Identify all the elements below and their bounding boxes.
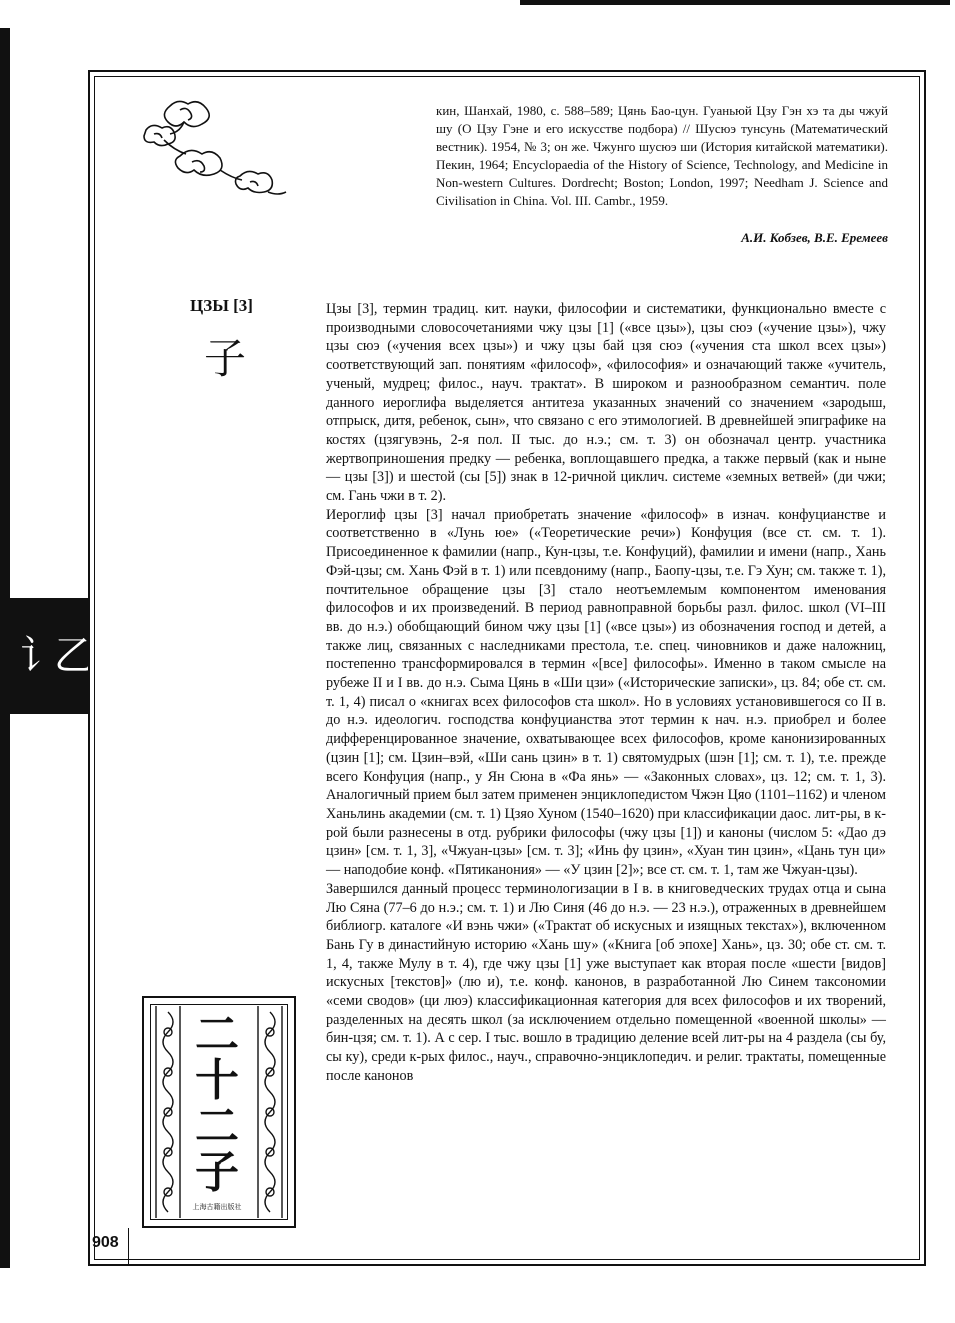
entry-paragraph-3: Завершился данный процесс терминологизации в I в. в книговедческих трудах отца и сына Лю Сяна (77–6 до н.э.; см. т. 1) и Лю Синя (46 до н.э. — 23 н.э.), отраженных в древнейшем библиогр. каталоге «И вэнь чжи» («Трактат об искусных и изящных текстах»), включенном Бань Гу в династийную историю «Хань шу» («Книга [об эпохе] Хань», цз. 30; обе ст. см. т. 1, 4, также Мулу в т. 4), где чжу цзы [1] уже выступает как вторая после «шести [видов] искусных [текстов]» (лю и), т.е. конф. канонов, в разработанной Лю Синем таксономии «семи сводов» (ци люэ) классификационная категория для всех философов и их творений, разделенных на десять школ (за исключением отдельно помещенной «военной школы» — бин-цзя; см. т. 1). А с сер. I тыс. вошло в традицию деление всей лит-ры на 4 раздела (сы бу, сы ку), среди к-рых филос., науч., справочно-энциклопедич. и религ. трактаты, помещенные после канонов	[326, 880, 886, 1084]
right-floral-border-icon	[256, 1006, 284, 1218]
entry-headword: ЦЗЫ [3]	[190, 296, 253, 315]
left-floral-border-icon	[154, 1006, 182, 1218]
entry-authors: А.И. Кобзев, В.Е. Еремеев	[741, 230, 888, 245]
entry-paragraph-2: Иероглиф цзы [3] начал приобретать значение «философ» в изнач. конфуцианстве и соответственно в «Лунь юе» («Теоретические речи») Конфуция (все ст. см. т. 1). Присоединенное к фамилии (напр., Кун-цзы, т.е. Конфуций), фамилии и имени (напр., Хань Фэй-цзы; см. Хань Фэй в т. 1) или псевдониму (напр., Баопу-цзы, т.е. Гэ Хун; см. также т. 1), почтительное обращение цзы [3] стало неотъемлемым компонентом именования философов и их произведений. В период равноправной борьбы разл. филос. школ (VI–III вв. до н.э.) обобщающий бином чжу цзы [1] («все цзы») из обозначения господ и детей, а также лиц, связанных с наследниками престола, т.е. спец. чиновников и даже наложниц, постепенно трансформировался в термин «[все] философы». Именно в таком смысле на рубеже II и I вв. до н.э. Сыма Цянь в «Ши цзи» («Исторические записки», цз. 84; обе ст. см. т. 1, 4) писал о «книгах всех философов ста школ». Но в условиях установившегося со II в. до н.э. идеологич. господства конфуцианства этот термин к нач. н.э. приобрел и более дифференцированное значение, охватывающее всех философов, кроме канонизированных (цзин [1]; см. Цзин–вэй, «Ши сань цзин» в т. 1) святомудрых (шэн [1]; см. т. 1), т.е. прежде всего Конфуция (напр., у Ян Сюна в «Фа янь» — «Законных словах», цз. 12; см. т. 1, 3). Аналогичный прием был затем применен энциклопедистом Чжэн Цяо (1101–1162) и членом Ханьлинь академии (см. т. 1) Цзяо Хуном (1540–1620) при классификации даос. лит-ры, в к-рой были разнесены в отд. рубрики философы (чжу цзы [1]) и каноны (числом 5: «Дао дэ цзин» [см. т. 1, 3], «Чжуан-цзы» [см. т. 3]; «Инь фу цзин», «Хуан тин цзин», «Цань тун ци» — наподобие конф. «Пятиканония» — «У цзин [2]»; все ст. см. т. 1, там же Чжуан-цзы).	[326, 506, 886, 879]
bibliography-continuation: кин, Шанхай, 1980, с. 588–589; Цянь Бао-цун. Гуаньюй Цзу Гэн хэ та ды чжуй шу (О Цзу Гэне и его искусстве подбора) // Шусюэ тунсунь (Математический вестник). 1954, № 3; он же. Чжунго шусюэ ши (История китайской математики). Пекин, 1964; Encyclopaedia of the History of Science, Technology, and Medicine in Non-western Cultures. Dordrecht; Boston; London, 1997; Needham J. Science and Civilisation in China. Vol. III. Cambr., 1959.	[436, 103, 888, 208]
page-number: 908	[92, 1234, 119, 1251]
book-cover-publisher: 上海古籍出版社	[192, 1203, 242, 1211]
entry-paragraph-1: Цзы [3], термин традиц. кит. науки, философии и систематики, функционально вместе с производными словосочетаниями чжу цзы [1] («все цзы»), цзы сюэ («учение цзы»), чжу цзы сюэ («учения всех цзы») и чжу цзы бай цзя сюэ («учения ста школ всех цзы») соответствующий зап. понятиям «философ», «философия» и означающий также «учитель, ученый, мудрец; филос., науч. трактат». В широком и разнообразном семантич. поле данного иероглифа выделяется антитеза указанных значений со значением «зародыш, отпрыск, дитя, ребенок, сын», что связано с его этимологией. В древнейшей эпиграфике на костях (цзягувэнь, 2-я пол. II тыс. до н.э.; см. т. 3) он обозначал центр. участника жертвоприношения предку — ребенка, воплощавшего предка, а также первый (как и ныне — цзы [3]) и шестой (сы [5]) знак в 12-ричной циклич. системе «земных ветвей» (ди чжи; см. Гань чжи в т. 2).	[326, 301, 886, 505]
book-cover-illustration	[142, 996, 296, 1228]
cloud-ornament-icon	[140, 96, 300, 206]
side-thumb-tab: 讠乙	[0, 598, 90, 714]
top-rule	[520, 0, 950, 5]
entry-hanzi: 子	[204, 334, 247, 383]
book-cover-title: 二十二子	[195, 1009, 239, 1198]
entry-body	[326, 300, 886, 1086]
